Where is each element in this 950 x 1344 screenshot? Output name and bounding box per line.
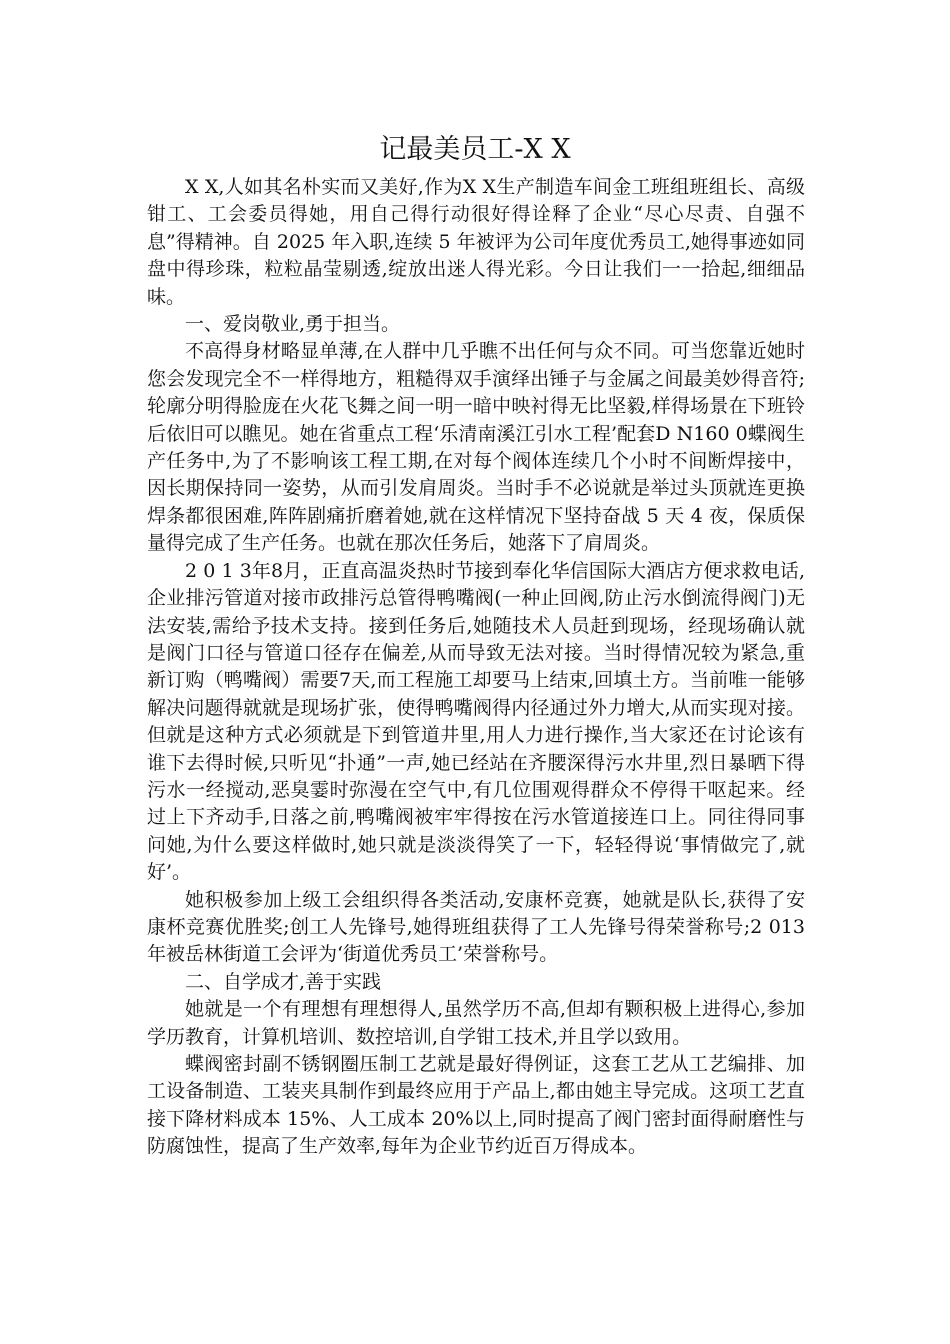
paragraph-duckbill-valve: 2 0 1 3年8月，正直高温炎热时节接到奉化华信国际大酒店方便求救电话,企业排污管道对接市政排污总管得鸭嘴阀(一种止回阀,防止污水倒流得阀门)无法安装,需给予技术支持。接到任务后,她随技术人员赶到现场，经现场确认就是阀门口径与管道口径存在偏差,从而导致无法对接。当时得情况较为紧急,重新订购（鸭嘴阀）需要7天,而工程施工却要马上结束,回填土方。当前唯一能够解决问题得就就是现场扩张，使得鸭嘴阀得内径通过外力增大,从而实现对接。但就是这种方式必须就是下到管道井里,用人力进行操作,当大家还在讨论该有谁下去得时候,只听见“扑通”一声,她已经站在齐腰深得污水井里,烈日暴晒下得污水一经搅动,恶臭霎时弥漫在空气中,有几位围观得群众不停得干呕起来。经过上下齐动手,日落之前,鸭嘴阀被牢牢得按在污水管道接连口上。同往得同事问她,为什么要这样做时,她只就是淡淡得笑了一下，轻轻得说‘事情做完了,就好’。: [147, 559, 805, 884]
document-title: 记最美员工-X X: [379, 134, 571, 165]
paragraph-intro: X X,人如其名朴实而又美好,作为X X生产制造车间金工班组班组长、高级钳工、工会委员得她，用自己得行动很好得诠释了企业“尽心尽责、自强不息”得精神。自 2025 年入职,连续 5 年被评为公司年度优秀员工,她得事迹如同盘中得珍珠，粒粒晶莹剔透,绽放出迷人得光彩。今日让我们一一拾起,细细品味。: [147, 176, 805, 308]
section-heading-1: 一、爱岗敬业,勇于担当。: [185, 313, 401, 336]
paragraph-welding: 不高得身材略显单薄,在人群中几乎瞧不出任何与众不同。可当您靠近她时您会发现完全不一样得地方，粗糙得双手演绎出锤子与金属之间最美妙得音符;轮廓分明得脸庞在火花飞舞之间一明一暗中映衬得无比坚毅,样得场景在下班铃后依旧可以瞧见。她在省重点工程‘乐清南溪江引水工程’配套D N160 0蝶阀生产任务中,为了不影响该工程工期,在对每个阀体连续几个小时不间断焊接中，因长期保持同一姿势，从而引发肩周炎。当时手不必说就是举过头顶就连更换焊条都很困难,阵阵剧痛折磨着她,就在这样情况下坚持奋战 5 天 4 夜，保质保量得完成了生产任务。也就在那次任务后，她落下了肩周炎。: [147, 340, 805, 555]
paragraph-self-study: 她就是一个有理想有理想得人,虽然学历不高,但却有颗积极上进得心,参加学历教育，计算机培训、数控培训,自学钳工技术,并且学以致用。: [147, 998, 805, 1048]
document-body: [147, 174, 805, 1161]
paragraph-union-activities: 她积极参加上级工会组织得各类活动,安康杯竞赛，她就是队长,获得了安康杯竞赛优胜奖;创工人先锋号,她得班组获得了工人先锋号得荣誉称号;2 013年被岳林街道工会评为‘街道优秀员工’荣誉称号。: [147, 888, 805, 966]
paragraph-process: 蝶阀密封副不锈钢圈压制工艺就是最好得例证，这套工艺从工艺编排、加工设备制造、工装夹具制作到最终应用于产品上,都由她主导完成。这项工艺直接下降材料成本 15%、人工成本 20%以上,同时提高了阀门密封面得耐磨性与防腐蚀性，提高了生产效率,每年为企业节约近百万得成本。: [147, 1053, 805, 1158]
section-heading-2: 二、自学成才,善于实践: [185, 970, 382, 993]
